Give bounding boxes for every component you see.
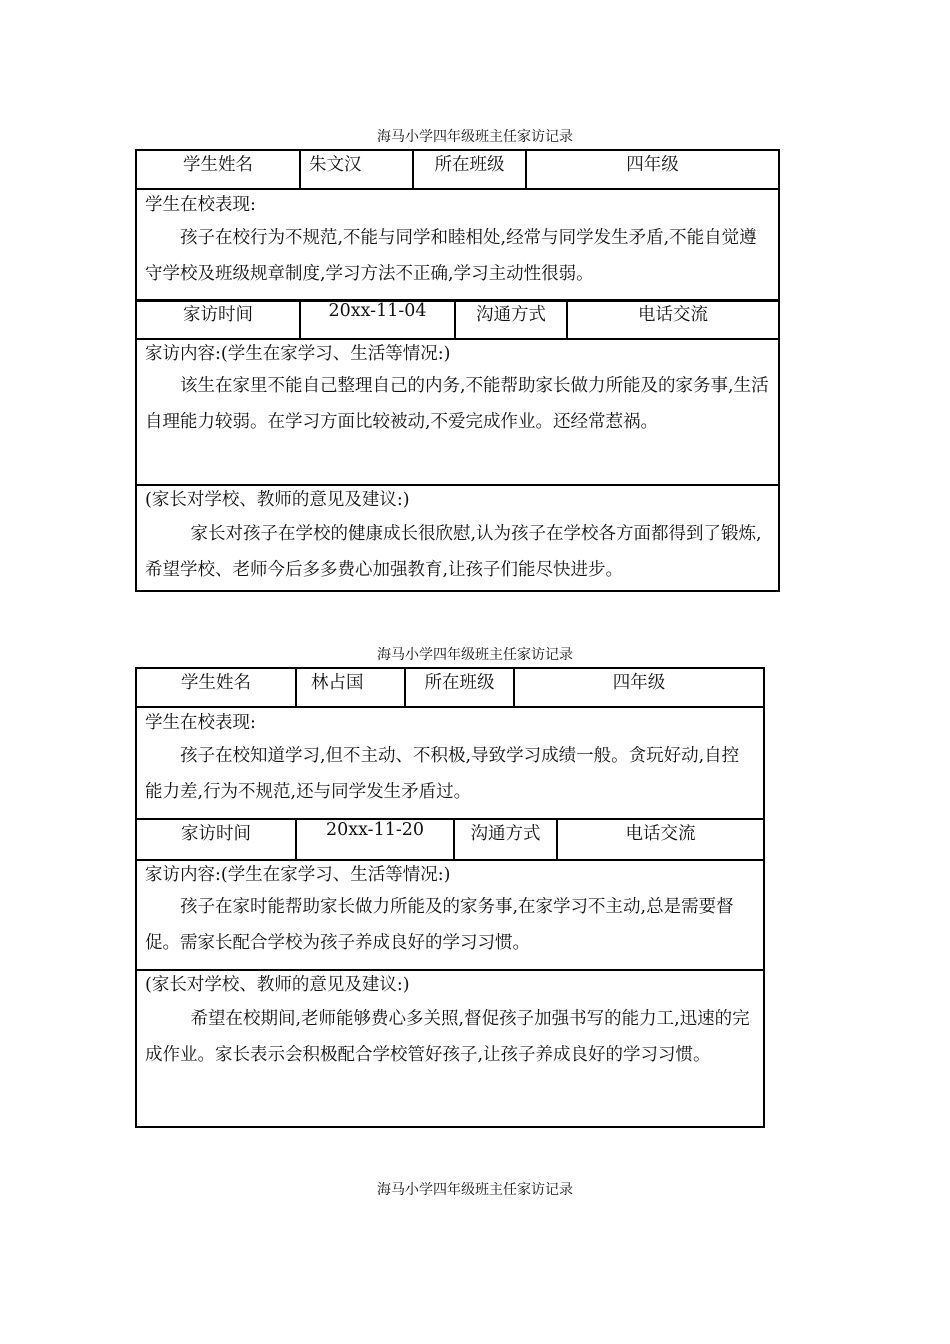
school-performance-label: 学生在校表现: — [145, 195, 256, 215]
student-name-label: 学生姓名 — [136, 150, 300, 189]
visit-record-table-2 — [135, 667, 765, 820]
student-name-label: 学生姓名 — [136, 668, 296, 707]
visit-time-table-1 — [135, 299, 780, 592]
visit-time-value: 20xx-11-20 — [296, 819, 454, 860]
record-title: 海马小学四年级班主任家访记录 — [377, 1182, 573, 1198]
class-value: 四年级 — [514, 668, 764, 707]
parent-opinion-text: 家长对孩子在学校的健康成长很欣慰,认为孩子在学校各方面都得到了锻炼,希望学校、老师今后多多费心加强教育,让孩子们能尽快进步。 — [145, 524, 762, 580]
class-label: 所在班级 — [405, 668, 514, 707]
visit-time-label: 家访时间 — [136, 819, 296, 860]
method-value: 电话交流 — [557, 819, 764, 860]
record-title: 海马小学四年级班主任家访记录 — [377, 647, 573, 663]
visit-time-value: 20xx-11-04 — [300, 300, 455, 339]
school-performance-text: 孩子在校行为不规范,不能与同学和睦相处,经常与同学发生矛盾,不能自觉遵守学校及班级规章制度,学习方法不正确,学习主动性很弱。 — [145, 228, 757, 284]
visit-content-text: 该生在家里不能自己整理自己的内务,不能帮助家长做力所能及的家务事,生活自理能力较弱。在学习方面比较被动,不爱完成作业。还经常惹祸。 — [145, 376, 769, 432]
visit-time-table-2 — [135, 818, 765, 1128]
method-label: 沟通方式 — [455, 300, 567, 339]
student-name-value: 朱文汉 — [300, 150, 413, 189]
parent-opinion-label: (家长对学校、教师的意见及建议:) — [145, 975, 410, 995]
visit-time-label: 家访时间 — [136, 300, 300, 339]
record-title: 海马小学四年级班主任家访记录 — [377, 129, 573, 145]
class-value: 四年级 — [526, 150, 779, 189]
parent-opinion-label: (家长对学校、教师的意见及建议:) — [145, 490, 410, 510]
student-name-value: 林占国 — [296, 668, 405, 707]
visit-record-table-1 — [135, 149, 780, 302]
method-value: 电话交流 — [567, 300, 779, 339]
visit-content-text: 孩子在家时能帮助家长做力所能及的家务事,在家学习不主动,总是需要督促。需家长配合学校为孩子养成良好的学习习惯。 — [145, 897, 734, 953]
method-label: 沟通方式 — [454, 819, 557, 860]
class-label: 所在班级 — [413, 150, 526, 189]
school-performance-text: 孩子在校知道学习,但不主动、不积极,导致学习成绩一般。贪玩好动,自控能力差,行为不规范,还与同学发生矛盾过。 — [145, 746, 740, 802]
visit-content-label: 家访内容:(学生在家学习、生活等情况:) — [145, 344, 451, 364]
parent-opinion-text: 希望在校期间,老师能够费心多关照,督促孩子加强书写的能力工,迅速的完成作业。家长表示会积极配合学校管好孩子,让孩子养成良好的学习习惯。 — [145, 1009, 750, 1065]
school-performance-label: 学生在校表现: — [145, 713, 256, 733]
visit-content-label: 家访内容:(学生在家学习、生活等情况:) — [145, 865, 451, 885]
